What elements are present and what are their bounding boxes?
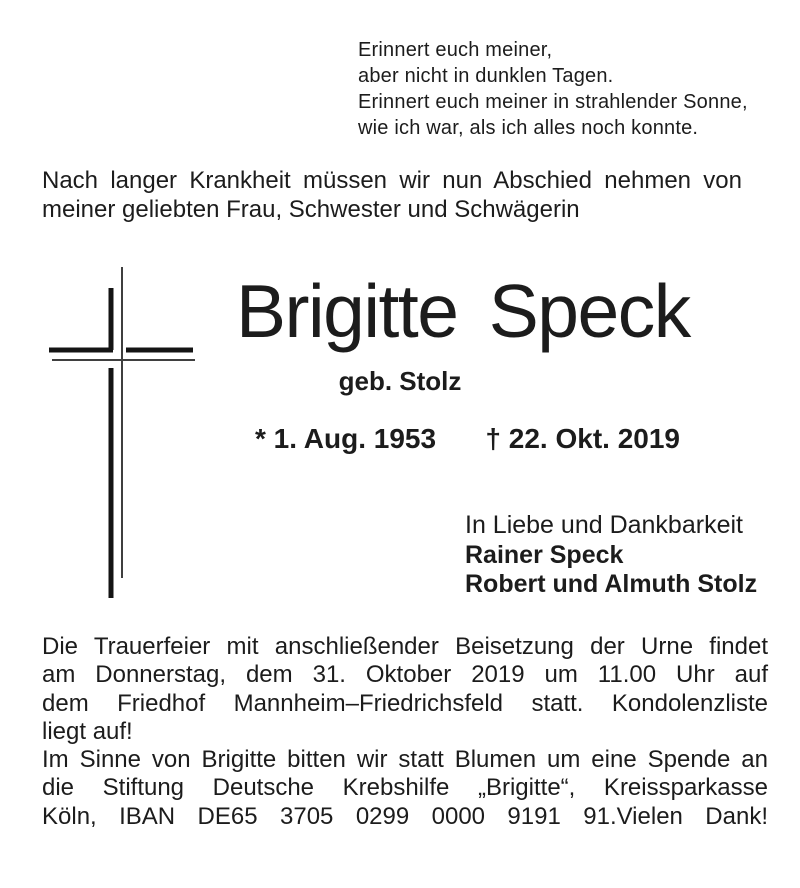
dedication-text: In Liebe und Dankbarkeit	[465, 511, 743, 539]
life-dates	[255, 423, 680, 455]
announcement-line: dem Friedhof Mannheim–Friedrichsfeld statt. Kondolenzliste	[42, 689, 768, 717]
announcement-text	[42, 633, 768, 831]
deceased-name: Brigitte Speck	[236, 269, 690, 353]
epigraph-line: Erinnert euch meiner in strahlender Sonne,	[358, 91, 748, 113]
announcement-line: die Stiftung Deutsche Krebshilfe „Brigitte“, Kreissparkasse	[42, 774, 768, 802]
intro-text	[42, 166, 742, 224]
epigraph-poem	[358, 37, 748, 141]
birth-date: * 1. Aug. 1953	[255, 423, 437, 454]
announcement-line: liegt auf!	[42, 717, 133, 745]
intro-line: meiner geliebten Frau, Schwester und Schwägerin	[42, 196, 580, 223]
announcement-line: Die Trauerfeier mit anschließender Beisetzung der Urne findet	[42, 633, 768, 660]
mourners-block	[465, 511, 757, 600]
epigraph-line: Erinnert euch meiner,	[358, 39, 553, 61]
epigraph-line: aber nicht in dunklen Tagen.	[358, 65, 614, 87]
announcement-line: am Donnerstag, dem 31. Oktober 2019 um 11.00 Uhr auf	[42, 661, 768, 689]
mourner-name: Rainer Speck	[465, 540, 624, 569]
announcement-line: Köln, IBAN DE65 3705 0299 0000 9191 91.Vielen Dank!	[42, 802, 768, 830]
memorial-cross-icon	[40, 260, 200, 605]
maiden-name: geb. Stolz	[338, 366, 462, 396]
epigraph-line: wie ich war, als ich alles noch konnte.	[358, 117, 699, 139]
intro-line: Nach langer Krankheit müssen wir nun Abschied nehmen von	[42, 167, 742, 194]
announcement-line: Im Sinne von Brigitte bitten wir statt Blumen um eine Spende an	[42, 746, 768, 774]
death-date: † 22. Okt. 2019	[485, 423, 680, 454]
mourner-name: Robert und Almuth Stolz	[465, 570, 758, 598]
